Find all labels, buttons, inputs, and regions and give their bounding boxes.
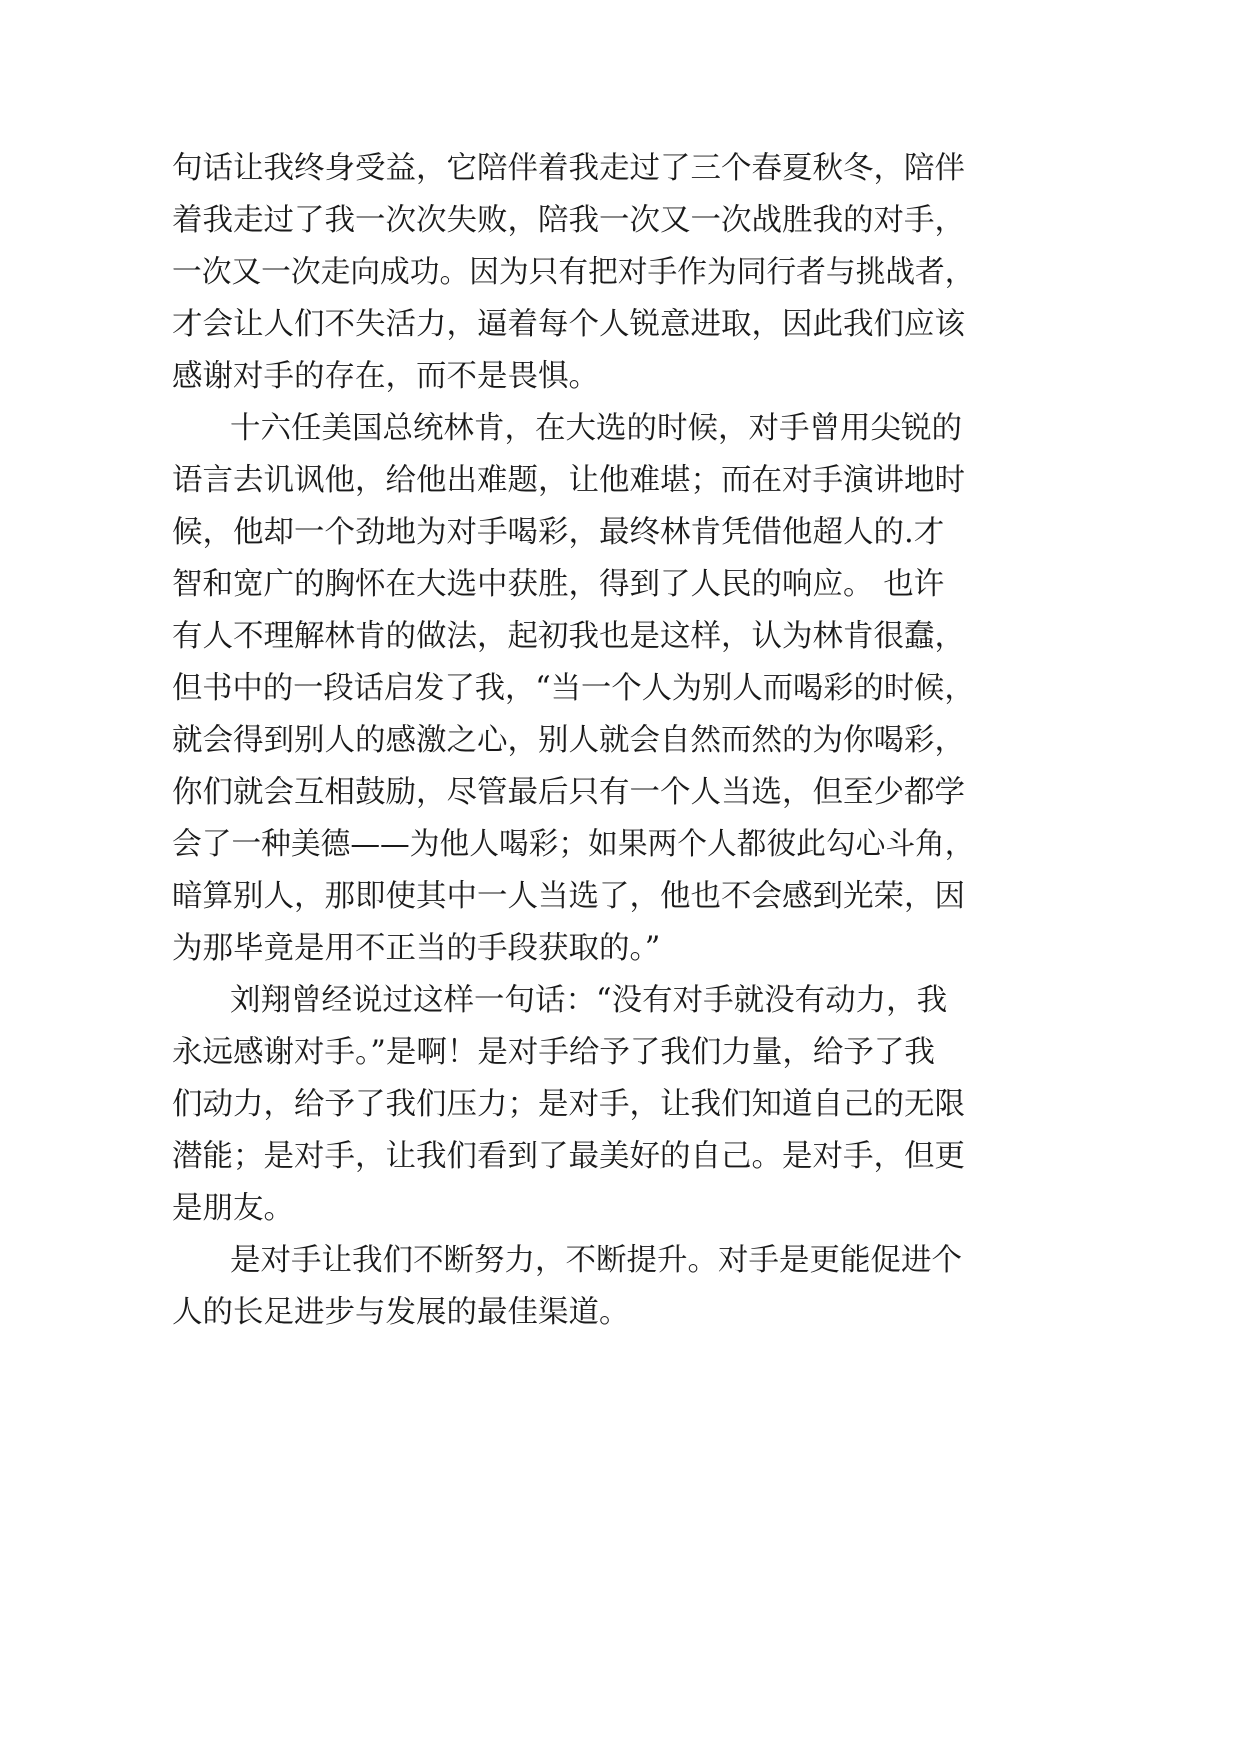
text-line: 但书中的一段话启发了我，“当一个人为别人而喝彩的时候， (172, 671, 975, 706)
text-line: 会了一种美德——为他人喝彩；如果两个人都彼此勾心斗角， (172, 827, 975, 862)
text-line: 智和宽广的胸怀在大选中获胜，得到了人民的响应。 也许 (172, 567, 945, 602)
text-line: 候，他却一个劲地为对手喝彩，最终林肯凭借他超人的.才 (172, 515, 945, 550)
text-line: 们动力，给予了我们压力；是对手，让我们知道自己的无限 (172, 1087, 965, 1122)
text-line: 才会让人们不失活力，逼着每个人锐意进取，因此我们应该 (172, 307, 965, 342)
text-line: 刘翔曾经说过这样一句话：“没有对手就没有动力，我 (230, 983, 948, 1018)
text-line: 一次又一次走向成功。因为只有把对手作为同行者与挑战者， (172, 255, 975, 290)
text-line: 你们就会互相鼓励，尽管最后只有一个人当选，但至少都学 (172, 775, 965, 810)
text-line: 有人不理解林肯的做法，起初我也是这样，认为林肯很蠢， (172, 619, 965, 654)
text-line: 暗算别人，那即使其中一人当选了，他也不会感到光荣，因 (172, 879, 965, 914)
text-line: 人的长足进步与发展的最佳渠道。 (172, 1295, 630, 1330)
text-line: 着我走过了我一次次失败，陪我一次又一次战胜我的对手， (172, 203, 965, 238)
text-line: 感谢对手的存在，而不是畏惧。 (172, 359, 599, 394)
text-line: 就会得到别人的感激之心，别人就会自然而然的为你喝彩， (172, 723, 965, 758)
text-line: 是朋友。 (172, 1191, 294, 1226)
text-line: 句话让我终身受益，它陪伴着我走过了三个春夏秋冬，陪伴 (172, 151, 965, 186)
text-line: 十六任美国总统林肯，在大选的时候，对手曾用尖锐的 (230, 411, 962, 446)
text-line: 为那毕竟是用不正当的手段获取的。” (172, 931, 661, 966)
text-line: 潜能；是对手，让我们看到了最美好的自己。是对手，但更 (172, 1139, 965, 1174)
text-line: 语言去讥讽他，给他出难题，让他难堪；而在对手演讲地时 (172, 463, 965, 498)
text-line: 永远感谢对手。”是啊！是对手给予了我们力量，给予了我 (172, 1035, 935, 1070)
text-line: 是对手让我们不断努力，不断提升。对手是更能促进个 (230, 1243, 962, 1278)
